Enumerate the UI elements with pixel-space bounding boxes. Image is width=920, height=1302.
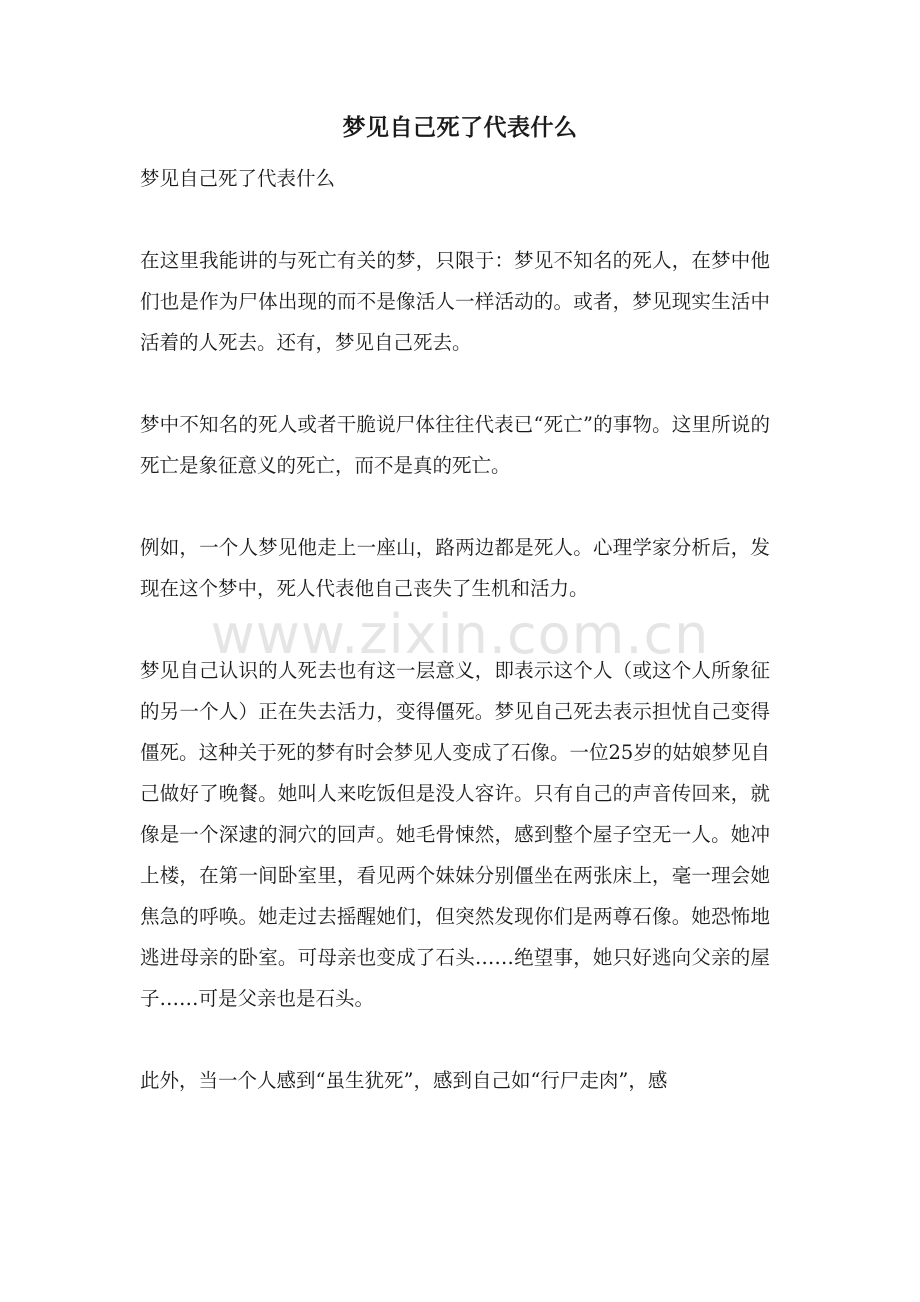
paragraph: 梦见自己认识的人死去也有这一层意义，即表示这个人（或这个人所象征的另一个人）正在失去活力，变得僵死。梦见自己死去表示担忧自己变得僵死。这种关于死的梦有时会梦见人变成了石像。一位25岁的姑娘梦见自己做好了晚餐。她叫人来吃饭但是没人容许。只有自己的声音传回来，就像是一个深逮的洞穴的回声。她毛骨悚然，感到整个屋子空无一人。她冲上楼，在第一间卧室里，看见两个妹妹分别僵坐在两张床上，毫一理会她焦急的呼唤。她走过去摇醒她们，但突然发现你们是两尊石像。她恐怖地逃进母亲的卧室。可母亲也变成了石头……绝望事，她只好逃向父亲的屋子……可是父亲也是石头。	[140, 659, 770, 1010]
paragraph-subtitle: 梦见自己死了代表什么	[140, 167, 336, 190]
paragraph: 梦中不知名的死人或者干脆说尸体往往代表已“死亡”的事物。这里所说的死亡是象征意义的死亡，而不是真的死亡。	[140, 413, 770, 477]
document-body	[140, 158, 770, 1142]
document-title: 梦见自己死了代表什么	[342, 114, 578, 141]
paragraph: 在这里我能讲的与死亡有关的梦，只限于：梦见不知名的死人，在梦中他们也是作为尸体出现的而不是像活人一样活动的。或者，梦见现实生活中活着的人死去。还有，梦见自己死去。	[140, 249, 770, 354]
watermark-text: www.zixin.com.cn	[210, 603, 710, 666]
paragraph: 例如，一个人梦见他走上一座山，路两边都是死人。心理学家分析后，发现在这个梦中，死人代表他自己丧失了生机和活力。	[140, 536, 770, 600]
paragraph: 此外，当一个人感到“虽生犹死”，感到自己如“行尸走肉”，感	[140, 1069, 668, 1092]
